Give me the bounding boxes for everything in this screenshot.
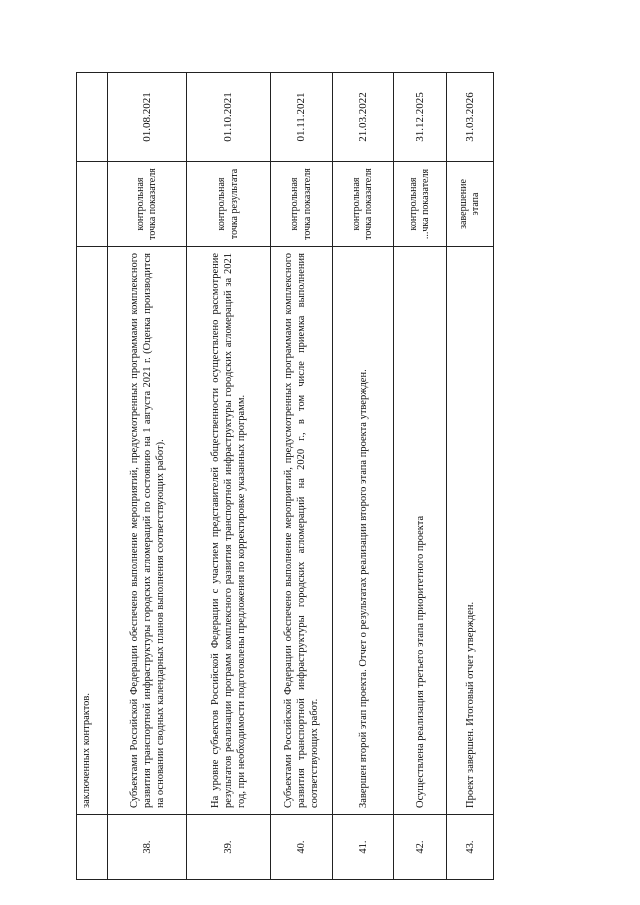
table-row (187, 73, 271, 880)
row-description: На уровне субъектов Российской Федерации с участием представителей общественности осуществлено рассмотрение результатов реализации программ комплексного развития транспортной инфраструктуры городских агломераций за 2021 год, при необходимости подготовлены предложения по корректировке указанных программ. (187, 247, 271, 815)
date-cell (77, 73, 108, 162)
row-number: 38. (108, 815, 187, 880)
row-number: 43. (447, 815, 494, 880)
row-type: контрольная ...чка показателя (394, 162, 447, 247)
table-row (333, 73, 394, 880)
schedule-table (76, 72, 494, 880)
table-row (394, 73, 447, 880)
table-row (77, 73, 108, 880)
row-description: Субъектами Российской Федерации обеспечено выполнение мероприятий, предусмотренных программами комплексного развития транспортной инфраструктуры городских агломераций на 2020 г., в том числе приемка выполнения соответствующих работ. (271, 247, 333, 815)
row-date: 21.03.2022 (333, 73, 394, 162)
type-cell (77, 162, 108, 247)
rotated-table-page (76, 92, 481, 880)
row-date: 01.08.2021 (108, 73, 187, 162)
row-description: Субъектами Российской Федерации обеспечено выполнение мероприятий, предусмотренных программами комплексного развития транспортной инфраструктуры городских агломераций по состоянию на 1 августа 2021 г. (Оценка производится на основании сводных календарных планов выполнения соответствующих работ). (108, 247, 187, 815)
table-row (108, 73, 187, 880)
row-date: 01.10.2021 (187, 73, 271, 162)
row-type: контрольная точка показателя (271, 162, 333, 247)
row-date: 31.03.2026 (447, 73, 494, 162)
row-date: 31.12.2025 (394, 73, 447, 162)
table-row (271, 73, 333, 880)
table-row (447, 73, 494, 880)
row-number: 39. (187, 815, 271, 880)
number-cell (77, 815, 108, 880)
row-number: 42. (394, 815, 447, 880)
row-description: Проект завершен. Итоговый отчет утвержден. (447, 247, 494, 815)
row-type: контрольная точка результата (187, 162, 271, 247)
row-description: Осуществлена реализация третьего этапа приоритетного проекта (394, 247, 447, 815)
row-number: 41. (333, 815, 394, 880)
row-number: 40. (271, 815, 333, 880)
row-type: завершение этапа (447, 162, 494, 247)
row-description: Завершен второй этап проекта. Отчет о результатах реализации второго этапа проекта утвержден. (333, 247, 394, 815)
row-type: контрольная точка показателя (108, 162, 187, 247)
row-type: контрольная точка показателя (333, 162, 394, 247)
continuation-text: заключенных контрактов. (77, 247, 108, 815)
row-date: 01.11.2021 (271, 73, 333, 162)
